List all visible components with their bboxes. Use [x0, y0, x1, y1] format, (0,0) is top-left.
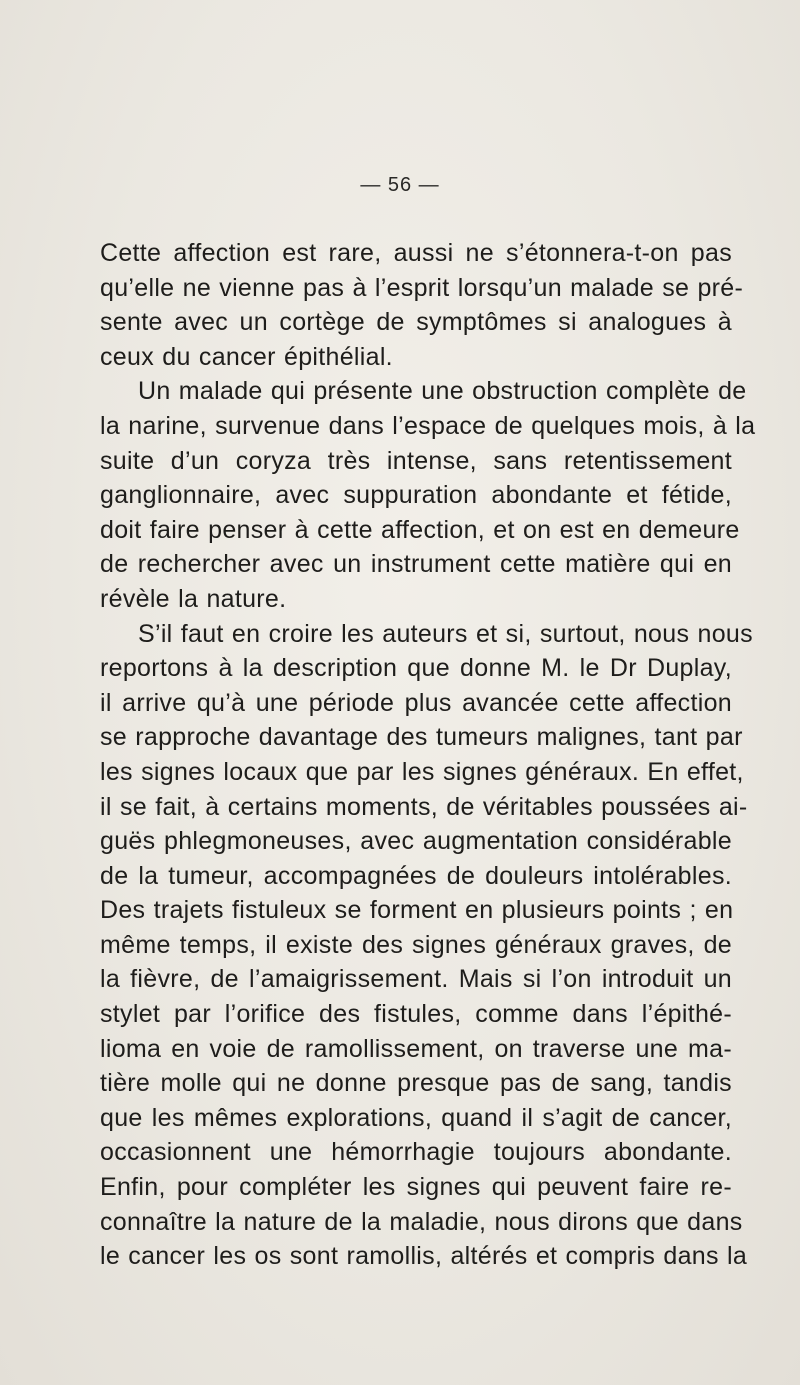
text-line: de la tumeur, accompagnées de douleurs intolérables.	[100, 861, 732, 890]
text-line: il arrive qu’à une période plus avancée cette affection	[100, 688, 732, 717]
text-line: Des trajets fistuleux se forment en plusieurs points ; en	[100, 896, 734, 925]
text-line: la fièvre, de l’amaigrissement. Mais si l’on introduit un	[100, 965, 732, 994]
text-line: occasionnent une hémorrhagie toujours abondante.	[100, 1138, 732, 1167]
text-line: les signes locaux que par les signes généraux. En effet,	[100, 757, 744, 786]
text-line: guës phlegmoneuses, avec augmentation considérable	[100, 827, 732, 856]
page-number: — 56 —	[360, 174, 440, 196]
text-line: S’il faut en croire les auteurs et si, surtout, nous nous	[138, 619, 753, 648]
text-line: Cette affection est rare, aussi ne s’étonnera-t-on pas	[100, 239, 732, 267]
text-line: se rapproche davantage des tumeurs malignes, tant par	[100, 723, 743, 752]
text-line: ganglionnaire, avec suppuration abondante et fétide,	[100, 481, 732, 510]
text-line: tière molle qui ne donne presque pas de sang, tandis	[100, 1069, 732, 1098]
text-line: stylet par l’orifice des fistules, comme dans l’épithé-	[100, 1000, 732, 1029]
text-line: lioma en voie de ramollissement, on traverse une ma-	[100, 1034, 732, 1063]
text-line: le cancer les os sont ramollis, altérés et compris dans la	[100, 1242, 748, 1271]
text-line: la narine, survenue dans l’espace de quelques mois, à la	[100, 411, 756, 440]
text-line: Un malade qui présente une obstruction complète de	[138, 377, 747, 406]
text-line: connaître la nature de la maladie, nous dirons que dans	[100, 1207, 743, 1236]
text-line: reportons à la description que donne M. le Dr Duplay,	[100, 654, 732, 683]
text-line: il se fait, à certains moments, de véritables poussées ai-	[100, 792, 748, 821]
text-line: suite d’un coryza très intense, sans retentissement	[100, 446, 732, 475]
text-line: Enfin, pour compléter les signes qui peuvent faire re-	[100, 1173, 732, 1202]
text-line: sente avec un cortège de symptômes si analogues à	[100, 308, 732, 337]
text-line: doit faire penser à cette affection, et on est en demeure	[100, 515, 740, 544]
text-line: qu’elle ne vienne pas à l’esprit lorsqu’un malade se pré-	[100, 273, 744, 302]
body-text	[100, 236, 756, 1274]
text-line: ceux du cancer épithélial.	[100, 342, 393, 371]
text-line: révèle la nature.	[100, 584, 287, 613]
text-line: de rechercher avec un instrument cette matière qui en	[100, 550, 732, 579]
text-line: même temps, il existe des signes généraux graves, de	[100, 930, 732, 959]
text-line: que les mêmes explorations, quand il s’agit de cancer,	[100, 1103, 732, 1132]
